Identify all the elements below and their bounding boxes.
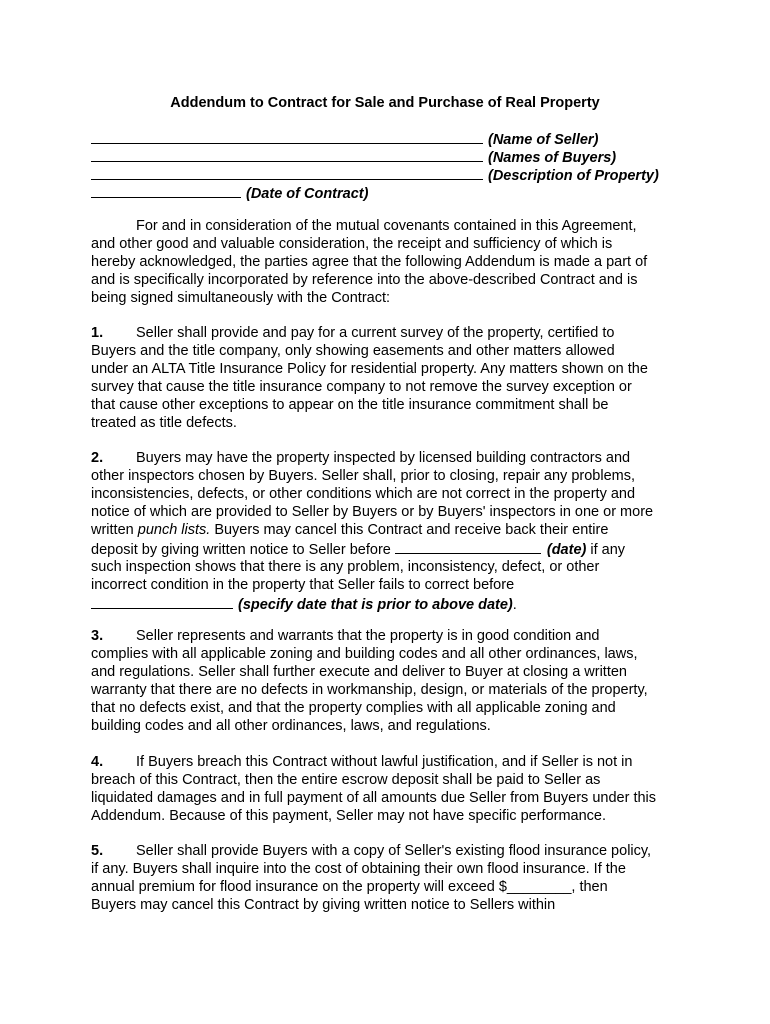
section-number: 2.: [91, 450, 104, 466]
buyers-names-blank[interactable]: [91, 147, 483, 162]
repair-date-blank[interactable]: [91, 595, 233, 609]
property-description-label: (Description of Property): [488, 168, 659, 184]
section-line: and regulations. Seller shall further execute and deliver to Buyer at closing a written: [91, 663, 627, 680]
intro-paragraph: [91, 218, 681, 308]
section-line: Seller shall provide Buyers with a copy of Seller's existing flood insurance policy,: [136, 843, 652, 859]
section-number: 3.: [91, 628, 104, 644]
section-line: If Buyers breach this Contract without lawful justification, and if Seller is not in: [136, 754, 633, 770]
section-line: incorrect condition in the property that Seller fails to correct before: [91, 577, 515, 594]
buyers-names-label: (Names of Buyers): [488, 150, 617, 166]
section-line: that cause other exceptions to appear on the title insurance commitment shall be: [91, 396, 609, 413]
seller-name-label: (Name of Seller): [488, 132, 599, 148]
section-number: 1.: [91, 325, 104, 341]
section-line: that no defects exist, and that the property complies with all applicable zoning and: [91, 699, 616, 716]
section-line: such inspection shows that there is any problem, inconsistency, defect, or other: [91, 559, 600, 576]
section-line: breach of this Contract, then the entire escrow deposit shall be paid to Seller as: [91, 771, 601, 788]
section-line: [91, 595, 681, 615]
contract-date-label: (Date of Contract): [246, 186, 369, 202]
section-line: liquidated damages and in full payment of all amounts due Seller from Buyers under this: [91, 789, 657, 806]
text-run: Buyers may cancel this Contract and receive back their entire: [210, 521, 609, 538]
contract-date-blank[interactable]: [91, 183, 241, 198]
text-run: .: [512, 597, 517, 614]
punch-lists-text: punch lists.: [137, 521, 211, 538]
repair-date-label: (specify date that is prior to above date): [238, 597, 513, 614]
section-line: complies with all applicable zoning and building codes and all other ordinances, laws,: [91, 645, 638, 662]
section-number: 4.: [91, 754, 104, 770]
section-line: [91, 522, 681, 540]
section-line: if any. Buyers shall inquire into the cost of obtaining their own flood insurance. If the: [91, 860, 626, 877]
cancel-date-blank[interactable]: [395, 540, 541, 554]
text-run: deposit by giving written notice to Seller before: [91, 541, 395, 558]
section-line: warranty that there are no defects in workmanship, design, or materials of the property,: [91, 681, 648, 698]
section-2: [91, 450, 681, 615]
section-3: [91, 628, 681, 735]
section-1: [91, 325, 681, 432]
section-line: other inspectors chosen by Buyers. Seller shall, prior to closing, repair any problems,: [91, 467, 636, 484]
intro-line: being signed simultaneously with the Contract:: [91, 289, 391, 306]
section-line: treated as title defects.: [91, 414, 237, 431]
section-4: [91, 754, 681, 826]
intro-line: and other good and valuable consideration, the receipt and sufficiency of which is: [91, 235, 613, 252]
document-title: Addendum to Contract for Sale and Purchase of Real Property: [170, 95, 600, 111]
buyers-names-field[interactable]: [91, 147, 616, 167]
property-description-field[interactable]: [91, 165, 659, 185]
date-label: (date): [546, 541, 587, 558]
text-run: if any: [586, 541, 626, 558]
section-line: Buyers and the title company, only showing easements and other matters allowed: [91, 342, 615, 359]
section-line: inconsistencies, defects, or other conditions which are not correct in the property and: [91, 485, 636, 502]
contract-date-field[interactable]: [91, 183, 368, 203]
section-line: Seller represents and warrants that the property is in good condition and: [136, 628, 600, 644]
section-line: survey that cause the title insurance company to not remove the survey exception or: [91, 378, 632, 395]
section-line: [91, 540, 681, 560]
section-line: Seller shall provide and pay for a current survey of the property, certified to: [136, 325, 615, 341]
section-line: annual premium for flood insurance on the property will exceed $________, then: [91, 878, 608, 895]
text-run: written: [91, 521, 138, 538]
intro-line: hereby acknowledged, the parties agree that the following Addendum is made a part of: [91, 253, 648, 270]
section-line: under an ALTA Title Insurance Policy for residential property. Any matters shown on the: [91, 360, 648, 377]
section-line: Addendum. Because of this payment, Seller may not have specific performance.: [91, 807, 607, 824]
intro-line: and is specifically incorporated by reference into the above-described Contract and is: [91, 271, 638, 288]
section-line: Buyers may have the property inspected by licensed building contractors and: [136, 450, 631, 466]
seller-name-field[interactable]: [91, 129, 598, 149]
section-line: notice of which are provided to Seller by Buyers or by Buyers' inspectors in one or more: [91, 503, 654, 520]
section-line: Buyers may cancel this Contract by giving written notice to Sellers within: [91, 896, 556, 913]
section-5: [91, 843, 681, 915]
section-number: 5.: [91, 843, 104, 859]
section-line: building codes and all other ordinances, laws, and regulations.: [91, 717, 491, 734]
intro-line: For and in consideration of the mutual covenants contained in this Agreement,: [136, 218, 637, 234]
seller-name-blank[interactable]: [91, 129, 483, 144]
property-description-blank[interactable]: [91, 165, 483, 180]
